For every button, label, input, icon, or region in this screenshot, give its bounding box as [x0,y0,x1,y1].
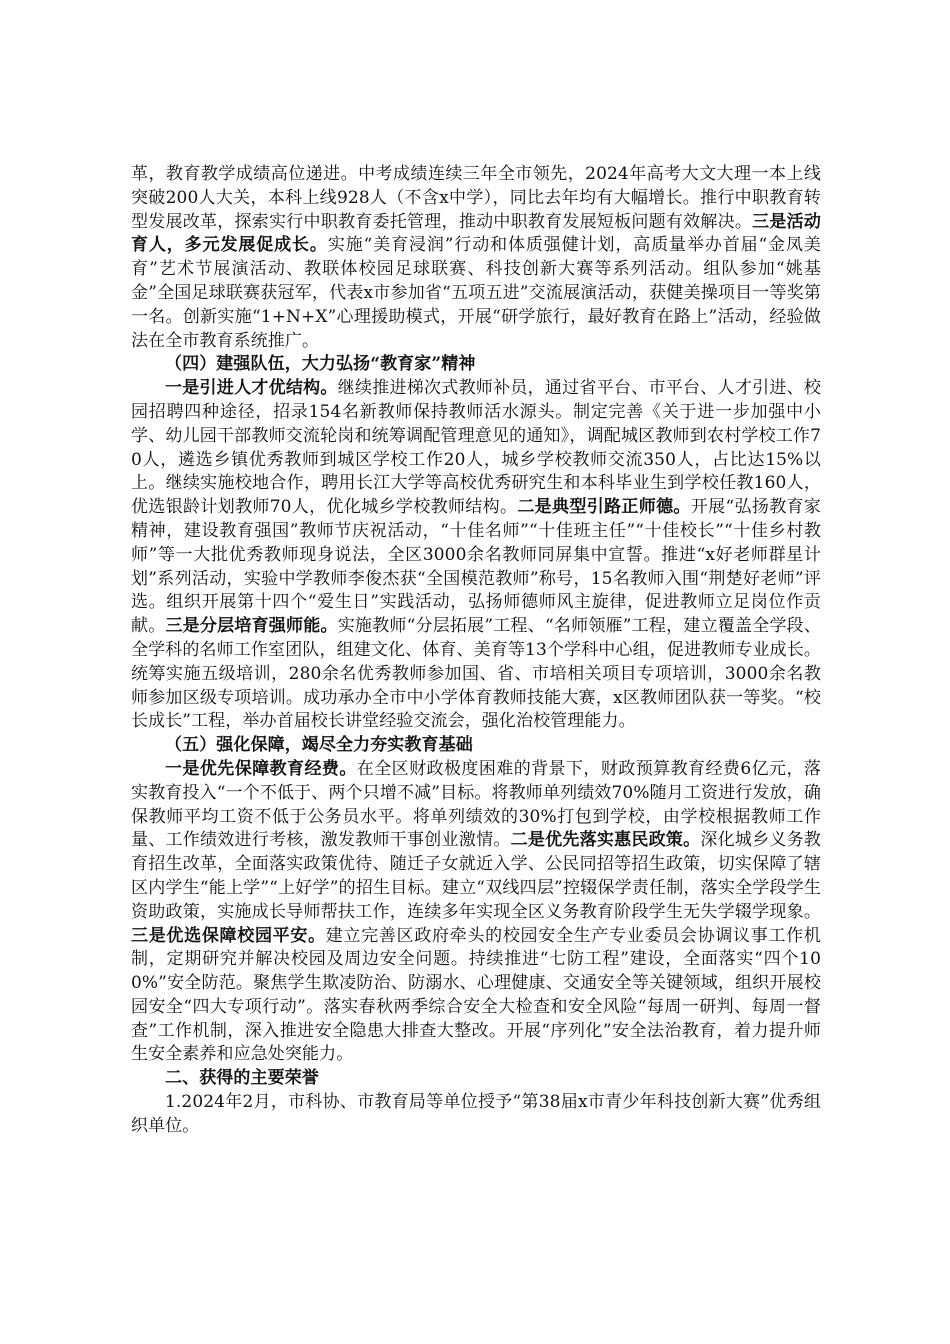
paragraph-text: 实施“美育浸润”行动和体质强健计划，高质量举办首届“金凤美育”艺术节展演活动、教联体校园足球联赛、科技创新大赛等系列活动。组队参加“姚基金”全国足球联赛获冠军，代表x市参加省“五项五进”交流展演活动，获健美操项目一等奖第一名。创新实施“1+N+X”心理援助模式，开展“研学旅行，最好教育在路上”活动，经验做法在全市教育系统推广。 [131,235,821,351]
paragraph-text: 继续推进梯次式教师补员，通过省平台、市平台、人才引进、校园招聘四种途径，招录154名新教师保持教师活水源头。制定完善《关于进一步加强中小学、幼儿园干部教师交流轮岗和统筹调配管理意见的通知》，调配城区教师到农村学校工作70人，遴选乡镇优秀教师到城区学校工作20人，城乡学校教师交流350人，占比达15%以上。继续实施校地合作，聘用长江大学等高校优秀研究生和本科毕业生到学校任教160人，优选银龄计划教师70人，优化城乡学校教师结构。 [131,378,821,518]
paragraph-lead-bold: 三是分层培育强师能。 [165,616,338,637]
paragraph-text: 在全区财政极度困难的背景下，财政预算教育经费6亿元，落实教育投入“一个不低于、两个只增不减”目标。将教师单列绩效70%随月工资进行发放，确保教师平均工资不低于公务员水平。将单列绩效的30%打包到学校，由学校根据教师工作量、工作绩效进行考核，激发教师干事创业激情。 [131,758,821,851]
paragraph-lead-bold: 三是优选保障校园平安。 [131,925,326,946]
document-page [131,163,821,1139]
paragraph-lead-bold: 一是引进人才优结构。 [165,378,338,399]
paragraph-lead-bold: 二是典型引路正师德。 [517,497,691,518]
paragraph-teacher-team [131,377,821,734]
paragraph-text: 开展“弘扬教育家精神，建设教育强国”教师节庆祝活动，“十佳名师”“十佳班主任”“十佳校长”“十佳乡村教师”等一大批优秀教师现身说法，全区3000余名教师同屏集中宣誓。推进“x好老师群星计划”系列活动，实验中学教师李俊杰获“全国模范教师”称号，15名教师入围“荆楚好老师”评选。组织开展第十四个“爱生日”实践活动，弘扬师德师风主旋律，促进教师立足岗位作贡献。 [131,497,821,637]
paragraph-text: 深化城乡义务教育招生改革，全面落实政策优待、随迁子女就近入学、公民同招等招生政策，切实保障了辖区内学生“能上学”“上好学”的招生目标。建立“双线四层”控辍保学责任制，落实全学段学生资助政策，实施成长导师帮扶工作，连续多年实现全区义务教育阶段学生无失学辍学现象。 [131,830,821,922]
paragraph-lead-bold: 一是优先保障教育经费。 [165,758,357,779]
section-heading-5: （五）强化保障，竭尽全力夯实教育基础 [165,735,473,756]
paragraph-education-quality [131,163,821,353]
paragraph-text: 1.2024年2月，市科协、市教育局等单位授予“第38届x市青少年科技创新大赛”优秀组织单位。 [131,1092,821,1136]
paragraph-text: 革，教育教学成绩高位递进。中考成绩连续三年全市领先，2024年高考大文大理一本上线突破200人大关，本科上线928人（不含x中学），同比去年均有大幅增长。推行中职教育转型发展改革，探索实行中职教育委托管理，推动中职教育发展短板问题有效解决。 [131,164,821,232]
paragraph-lead-bold: 二是优先落实惠民政策。 [510,830,701,851]
section-heading-honors: 二、获得的主要荣誉 [165,1068,319,1089]
paragraph-education-guarantee [131,758,821,1067]
paragraph-text: 建立完善区政府牵头的校园安全生产专业委员会协调议事工作机制，定期研究并解决校园及周边安全问题。持续推进“七防工程”建设，全面落实“四个100%”安全防范。聚焦学生欺凌防治、防溺水、心理健康、交通安全等关键领域，组织开展校园安全“四大专项行动”。落实春秋两季综合安全大检查和安全风险“每周一研判、每周一督查”工作机制，深入推进安全隐患大排查大整改。开展“序列化”安全法治教育，着力提升师生安全素养和应急处突能力。 [131,925,821,1065]
paragraph-lead-bold: 三是活动育人，多元发展促成长。 [131,211,821,256]
paragraph-honor-item [131,1091,821,1139]
section-heading-4: （四）建强队伍，大力弘扬“教育家”精神 [165,354,476,375]
paragraph-text: 实施教师“分层拓展”工程、“名师领雁”工程，建立覆盖全学段、全学科的名师工作室团队，组建文化、体育、美育等13个学科中心组，促进教师专业成长。统筹实施五级培训，280余名优秀教师参加国、省、市培相关项目专项培训，3000余名教师参加区级专项培训。成功承办全市中小学体育教师技能大赛，x区教师团队获一等奖。“校长成长”工程，举办首届校长讲堂经验交流会，强化治校管理能力。 [131,616,822,732]
